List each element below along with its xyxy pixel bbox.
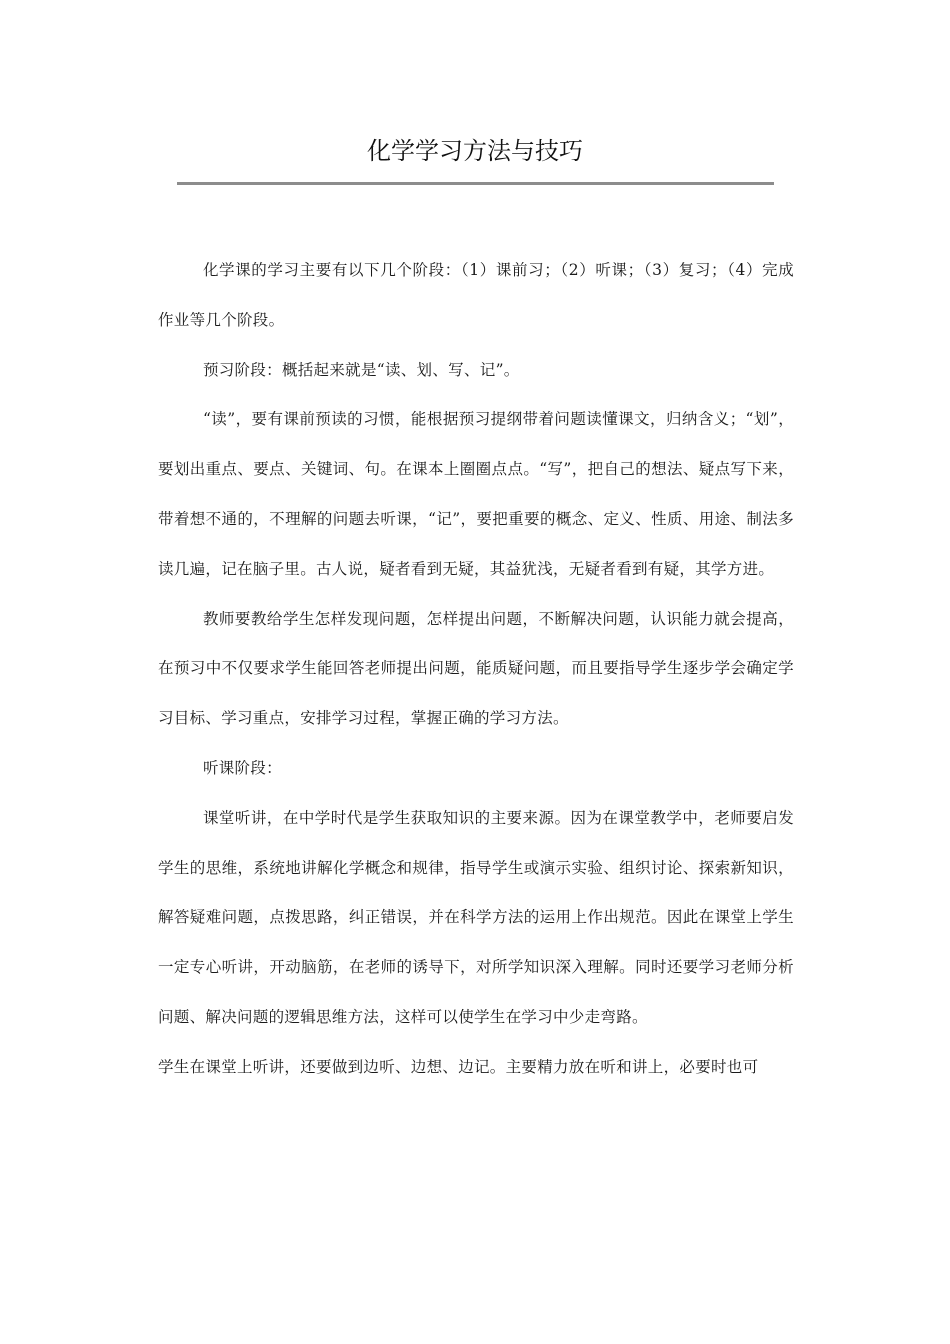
document-body [158, 246, 794, 1093]
title-divider [177, 182, 774, 185]
paragraph-listening-heading: 听课阶段： [202, 758, 282, 777]
paragraph-stages: 化学课的学习主要有以下几个阶段：（1）课前习；（2）听课；（3）复习；（4）完成作业等几个阶段。 [158, 261, 794, 329]
paragraph-preview-heading: 预习阶段：概括起来就是“读、划、写、记”。 [202, 360, 520, 379]
paragraph-classroom: 课堂听讲，在中学时代是学生获取知识的主要来源。因为在课堂教学中，老师要启发学生的思维，系统地讲解化学概念和规律，指导学生或演示实验、组织讨论、探索新知识，解答疑难问题，点拨思路，纠正错误，并在科学方法的运用上作出规范。因此在课堂上学生一定专心听讲，开动脑筋，在老师的诱导下，对所学知识深入理解。同时还要学习老师分析问题、解决问题的逻辑思维方法，这样可以使学生在学习中少走弯路。 [158, 808, 794, 1026]
paragraph-teacher: 教师要教给学生怎样发现问题，怎样提出问题，不断解决问题，认识能力就会提高，在预习中不仅要求学生能回答老师提出问题，能质疑问题，而且要指导学生逐步学会确定学习目标、学习重点，安排学习过程，掌握正确的学习方法。 [158, 609, 794, 728]
document-title: 化学学习方法与技巧 [367, 137, 583, 165]
paragraph-listen-think-note: 学生在课堂上听讲，还要做到边听、边想、边记。主要精力放在听和讲上，必要时也可 [158, 1057, 759, 1076]
paragraph-preview-detail: “读”，要有课前预读的习惯，能根据预习提纲带着问题读懂课文，归纳含义；“划”，要划出重点、要点、关键词、句。在课本上圈圈点点。“写”，把自己的想法、疑点写下来，带着想不通的，不理解的问题去听课，“记”，要把重要的概念、定义、性质、用途、制法多读几遍，记在脑子里。古人说，疑者看到无疑，其益犹浅，无疑者看到有疑，其学方进。 [158, 410, 794, 578]
